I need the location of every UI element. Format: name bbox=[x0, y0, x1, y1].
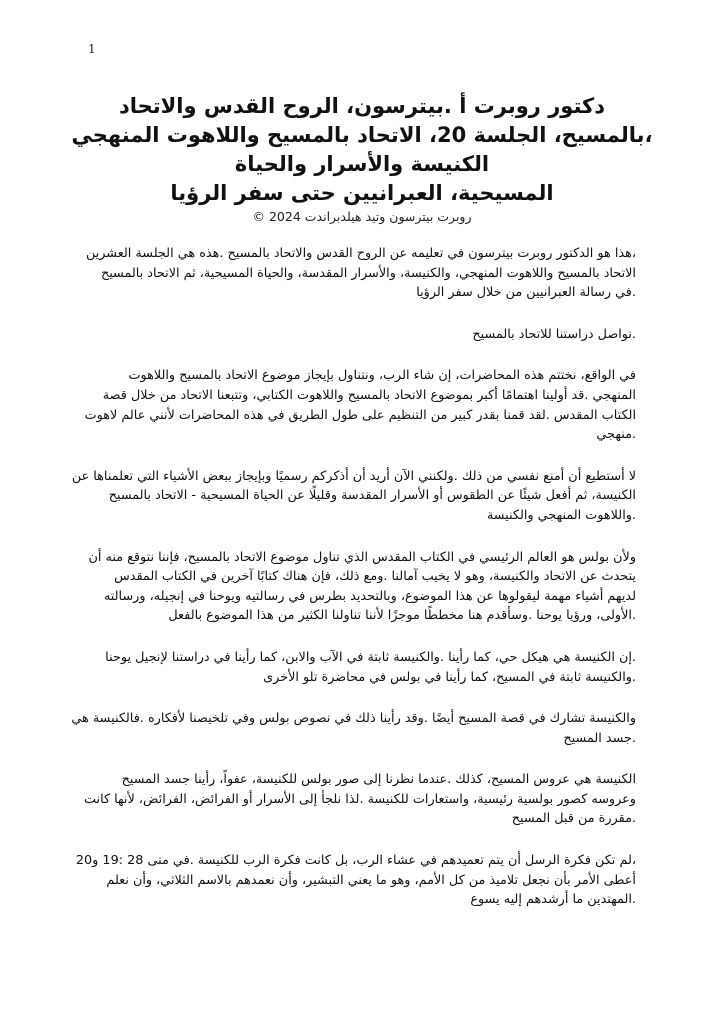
text-line: ،هذا هو الدكتور روبرت بيترسون في تعليمه عن الروح القدس والاتحاد بالمسيح .هذه هي الجلسة العشرين bbox=[85, 246, 636, 261]
paragraph bbox=[88, 548, 636, 626]
paragraph bbox=[92, 648, 636, 687]
text-line: .إن الكنيسة هي هيكل حي، كما رأينا .والكنيسة ثابتة في الآب والابن، كما رأينا في دراستنا لإنجيل يوحنا bbox=[105, 649, 636, 665]
text-line: .الأولى، ورؤيا يوحنا .وسأقدم هنا مخططًا موجزًا لأننا تناولنا الكثير من هذا الموضوع بالفعل bbox=[168, 608, 636, 624]
text-line: .والكنيسة ثابتة في المسيح، كما رأينا في بولس في محاضرة تلو الأخرى bbox=[263, 669, 636, 685]
paragraph-intro bbox=[85, 244, 636, 303]
copyright-notice: روبرت بيترسون وتيد هيلدبراندت 2024 © bbox=[252, 209, 472, 224]
text-line: أعطى الأمر بأن نجعل تلاميذ من كل الأمم، وهو ما يعني التبشير، وأن نعمدهم بالاسم الثلاثي، وأن نعلم bbox=[106, 872, 636, 888]
page-number: 1 bbox=[88, 42, 96, 56]
document-body bbox=[71, 244, 636, 932]
text-line: الاتحاد بالمسيح واللاهوت المنهجي، والكنيسة، والأسرار المقدسة، والحياة المسيحية، ثم الاتحاد بالمسيح bbox=[100, 265, 636, 281]
text-line: ،لم تكن فكرة الرسل أن يتم تعميدهم في عشاء الرب، بل كانت فكرة الرب للكنيسة .في متى 28 :19 و20 bbox=[75, 853, 636, 869]
paragraph bbox=[71, 467, 636, 526]
text-line: في الواقع، نختتم هذه المحاضرات، إن شاء الرب، ونتناول بإيجاز موضوع الاتحاد بالمسيح واللاهوت bbox=[128, 368, 636, 384]
text-line: .في رسالة العبرانيين من خلال سفر الرؤيا bbox=[416, 285, 636, 301]
text-line: .جسد المسيح bbox=[563, 730, 636, 746]
paragraph bbox=[83, 770, 636, 829]
text-line: لديهم أشياء مهمة ليقولوها عن هذا الموضوع، وبالتحديد بطرس في رسالتيه ويوحنا في إنجيله، ورسالته bbox=[103, 588, 636, 604]
text-line: المنهجي .قد أولينا اهتمامًا أكبر بموضوع الاتحاد بالمسيح واللاهوت الكتابي، وتتبعنا الاتحاد من خلال قصة bbox=[102, 387, 636, 403]
title-line: دكتور روبرت أ .بيترسون، الروح القدس والاتحاد bbox=[118, 94, 606, 118]
title-line: المسيحية، العبرانيين حتى سفر الرؤيا bbox=[170, 181, 554, 205]
text-line: الكنيسة، ثم أفعل شيئًا عن الطقوس أو الأسرار المقدسة وقليلًا عن الحياة المسيحية - الاتحاد بالمسيح bbox=[108, 488, 636, 504]
text-line: والكنيسة تشارك في قصة المسيح أيضًا .وقد رأينا ذلك في نصوص بولس وفي تلخيصنا لأفكاره .فالكنيسة هي bbox=[71, 711, 636, 727]
document-title bbox=[60, 92, 664, 226]
text-line: .واللاهوت المنهجي والكنيسة bbox=[486, 507, 636, 523]
text-line: .منهجي bbox=[596, 427, 636, 443]
text-line: لا أستطيع أن أمنع نفسي من ذلك .ولكنني الآن أريد أن أذكركم رسميًا وبإيجاز ببعض الأشياء التي تعلمناها عن bbox=[71, 468, 636, 484]
text-line: الكتاب المقدس .لقد قمنا بقدر كبير من التنظيم على طول الطريق في هذه المحاضرات لأنني عالم لاهوت bbox=[84, 407, 636, 423]
text-line: .مقررة من قبل المسيح bbox=[511, 811, 636, 827]
paragraph bbox=[75, 851, 636, 910]
paragraph bbox=[84, 366, 636, 444]
title-line: الكنيسة والأسرار والحياة bbox=[234, 152, 490, 176]
text-line: الكنيسة هي عروس المسيح، كذلك .عندما نظرنا إلى صور بولس للكنيسة، عفواً، رأينا جسد المسيح bbox=[121, 772, 636, 788]
title-line: ،بالمسيح، الجلسة 20، الاتحاد بالمسيح واللاهوت المنهجي bbox=[71, 123, 653, 147]
text-line: يتحدث عن الاتحاد والكنيسة، وهو لا يخيب آمالنا .ومع ذلك، فإن هناك كتابًا آخرين في الكتاب المقدس bbox=[114, 569, 636, 585]
paragraph bbox=[71, 709, 636, 748]
text-line: .نواصل دراستنا للاتحاد بالمسيح bbox=[472, 326, 636, 342]
paragraph bbox=[92, 325, 636, 345]
text-line: .المهتدين ما أرشدهم إليه يسوع bbox=[470, 892, 636, 908]
text-line: ولأن بولس هو العالم الرئيسي في الكتاب المقدس الذي تناول موضوع الاتحاد بالمسيح، فإننا نتوقع منه أن bbox=[88, 549, 636, 565]
text-line: وعروسه كصور بولسية رئيسية، واستعارات للكنيسة .لذا نلجأ إلى الأسرار أو الفرائض، الفرائض، لأنها كانت bbox=[83, 791, 636, 807]
